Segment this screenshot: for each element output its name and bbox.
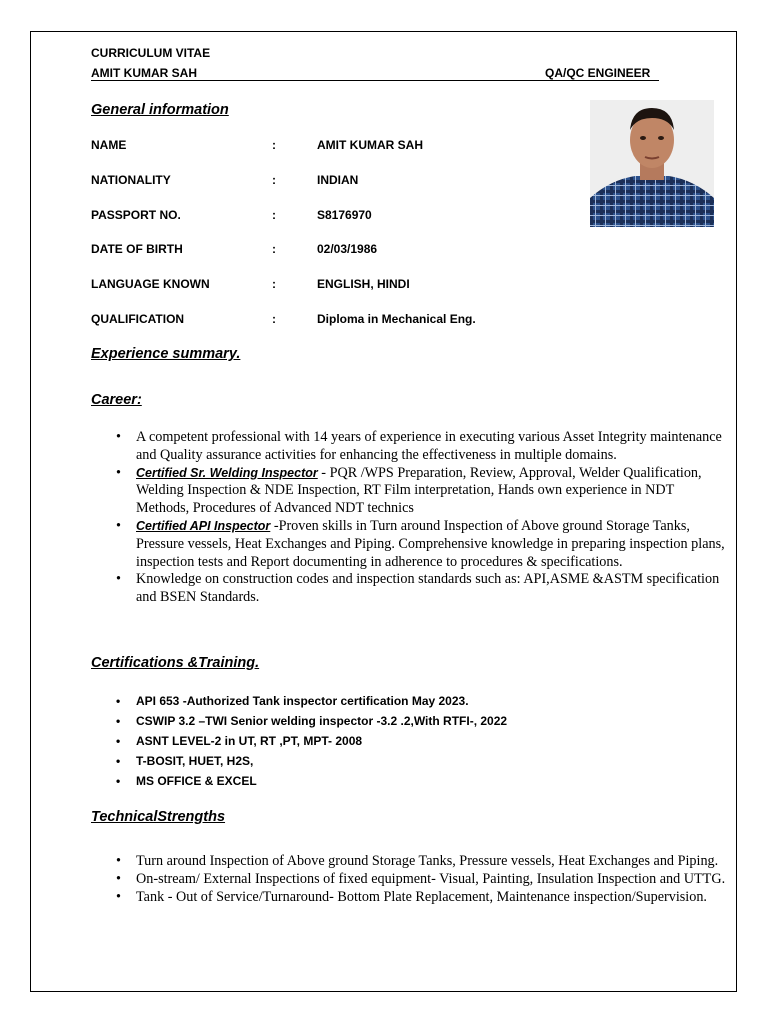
certification-text: MS OFFICE & EXCEL [136,774,257,788]
certification-text: T-BOSIT, HUET, H2S, [136,754,254,768]
profile-photo [590,100,714,227]
technical-text: Tank - Out of Service/Turnaround- Bottom Plate Replacement, Maintenance inspection/Supervision. [136,888,707,905]
career-item-text: Knowledge on construction codes and inspection standards such as: API,ASME &ASTM specification and BSEN Standards. [136,571,720,606]
header-underline [91,80,659,81]
portrait-image [590,100,714,227]
career-item [91,518,727,571]
career-item [91,465,727,518]
info-value: Diploma in Mechanical Eng. [317,312,476,326]
certification-text: API 653 -Authorized Tank inspector certification May 2023. [136,694,469,708]
info-colon: : [272,277,276,291]
bullet-icon: • [116,734,121,748]
info-colon: : [272,242,276,256]
info-label: QUALIFICATION [91,312,185,326]
technical-item [91,853,727,871]
certifications-heading: Certifications &Training. [91,655,260,671]
career-heading: Career: [91,392,142,408]
info-value: 02/03/1986 [317,242,378,256]
bullet-icon: • [116,754,121,768]
career-item-emphasis: Certified API Inspector [136,518,271,533]
job-title-header: QA/QC ENGINEER [545,66,651,80]
certification-item [91,691,711,711]
certifications-list [91,691,711,791]
career-item [91,571,727,607]
technical-item [91,871,727,889]
career-item-text: A competent professional with 14 years of experience in executing various Asset Integrity maintenance and Quality assurance activities for enhancing the effectiveness in multiple domains. [136,429,722,463]
technical-text: Turn around Inspection of Above ground Storage Tanks, Pressure vessels, Heat Exchanges and Piping. [136,853,719,869]
career-item [91,429,727,465]
career-item-emphasis: Certified Sr. Welding Inspector [136,465,318,480]
info-label: PASSPORT NO. [91,208,181,222]
info-colon: : [272,312,276,326]
info-label: NAME [91,138,127,152]
info-value: AMIT KUMAR SAH [317,138,423,152]
certification-text: CSWIP 3.2 –TWI Senior welding inspector -3.2 .2,With RTFI-, 2022 [136,714,508,728]
info-value: ENGLISH, HINDI [317,277,410,291]
bullet-icon: • [116,870,121,887]
bullet-icon: • [116,888,121,905]
info-label: NATIONALITY [91,173,171,187]
certification-item [91,731,711,751]
general-information-heading: General information [91,102,229,118]
info-label: DATE OF BIRTH [91,242,183,256]
bullet-icon: • [116,714,121,728]
bullet-icon: • [116,429,121,445]
technical-text: On-stream/ External Inspections of fixed equipment- Visual, Painting, Insulation Inspection and UTTG. [136,870,726,887]
career-list [91,429,727,607]
bullet-icon: • [116,853,121,869]
bullet-icon: • [116,694,121,708]
bullet-icon: • [116,464,121,481]
certification-text: ASNT LEVEL-2 in UT, RT ,PT, MPT- 2008 [136,734,363,748]
bullet-icon: • [116,517,121,534]
info-colon: : [272,208,276,222]
cv-page [30,31,737,992]
technical-item [91,889,727,907]
technical-strengths-heading: TechnicalStrengths [91,809,226,825]
info-colon: : [272,138,276,152]
certification-item [91,751,711,771]
info-label: LANGUAGE KNOWN [91,277,210,291]
document-title: CURRICULUM VITAE [91,46,211,60]
experience-summary-heading: Experience summary. [91,346,241,362]
info-colon: : [272,173,276,187]
info-value: S8176970 [317,208,372,222]
bullet-icon: • [116,774,121,788]
career-item-text: - PQR /WPS Preparation, Review, Approval, Welder Qualification, Welding Inspection & NDE Inspection, RT Film interpretation, Hands own experience in NDT Methods, Procedures of Advanced NDT technics [136,464,702,517]
info-value: INDIAN [317,173,359,187]
bullet-icon: • [116,571,121,588]
candidate-name-header: AMIT KUMAR SAH [91,66,197,80]
career-item-text: -Proven skills in Turn around Inspection of Above ground Storage Tanks, Pressure vessels, Heat Exchanges and Piping. Comprehensive knowledge in preparing inspection plans, inspection tests and Report documenting in adherence to procedures & specifications. [136,517,725,570]
technical-strengths-list [91,853,727,906]
certification-item [91,771,711,791]
certification-item [91,711,711,731]
